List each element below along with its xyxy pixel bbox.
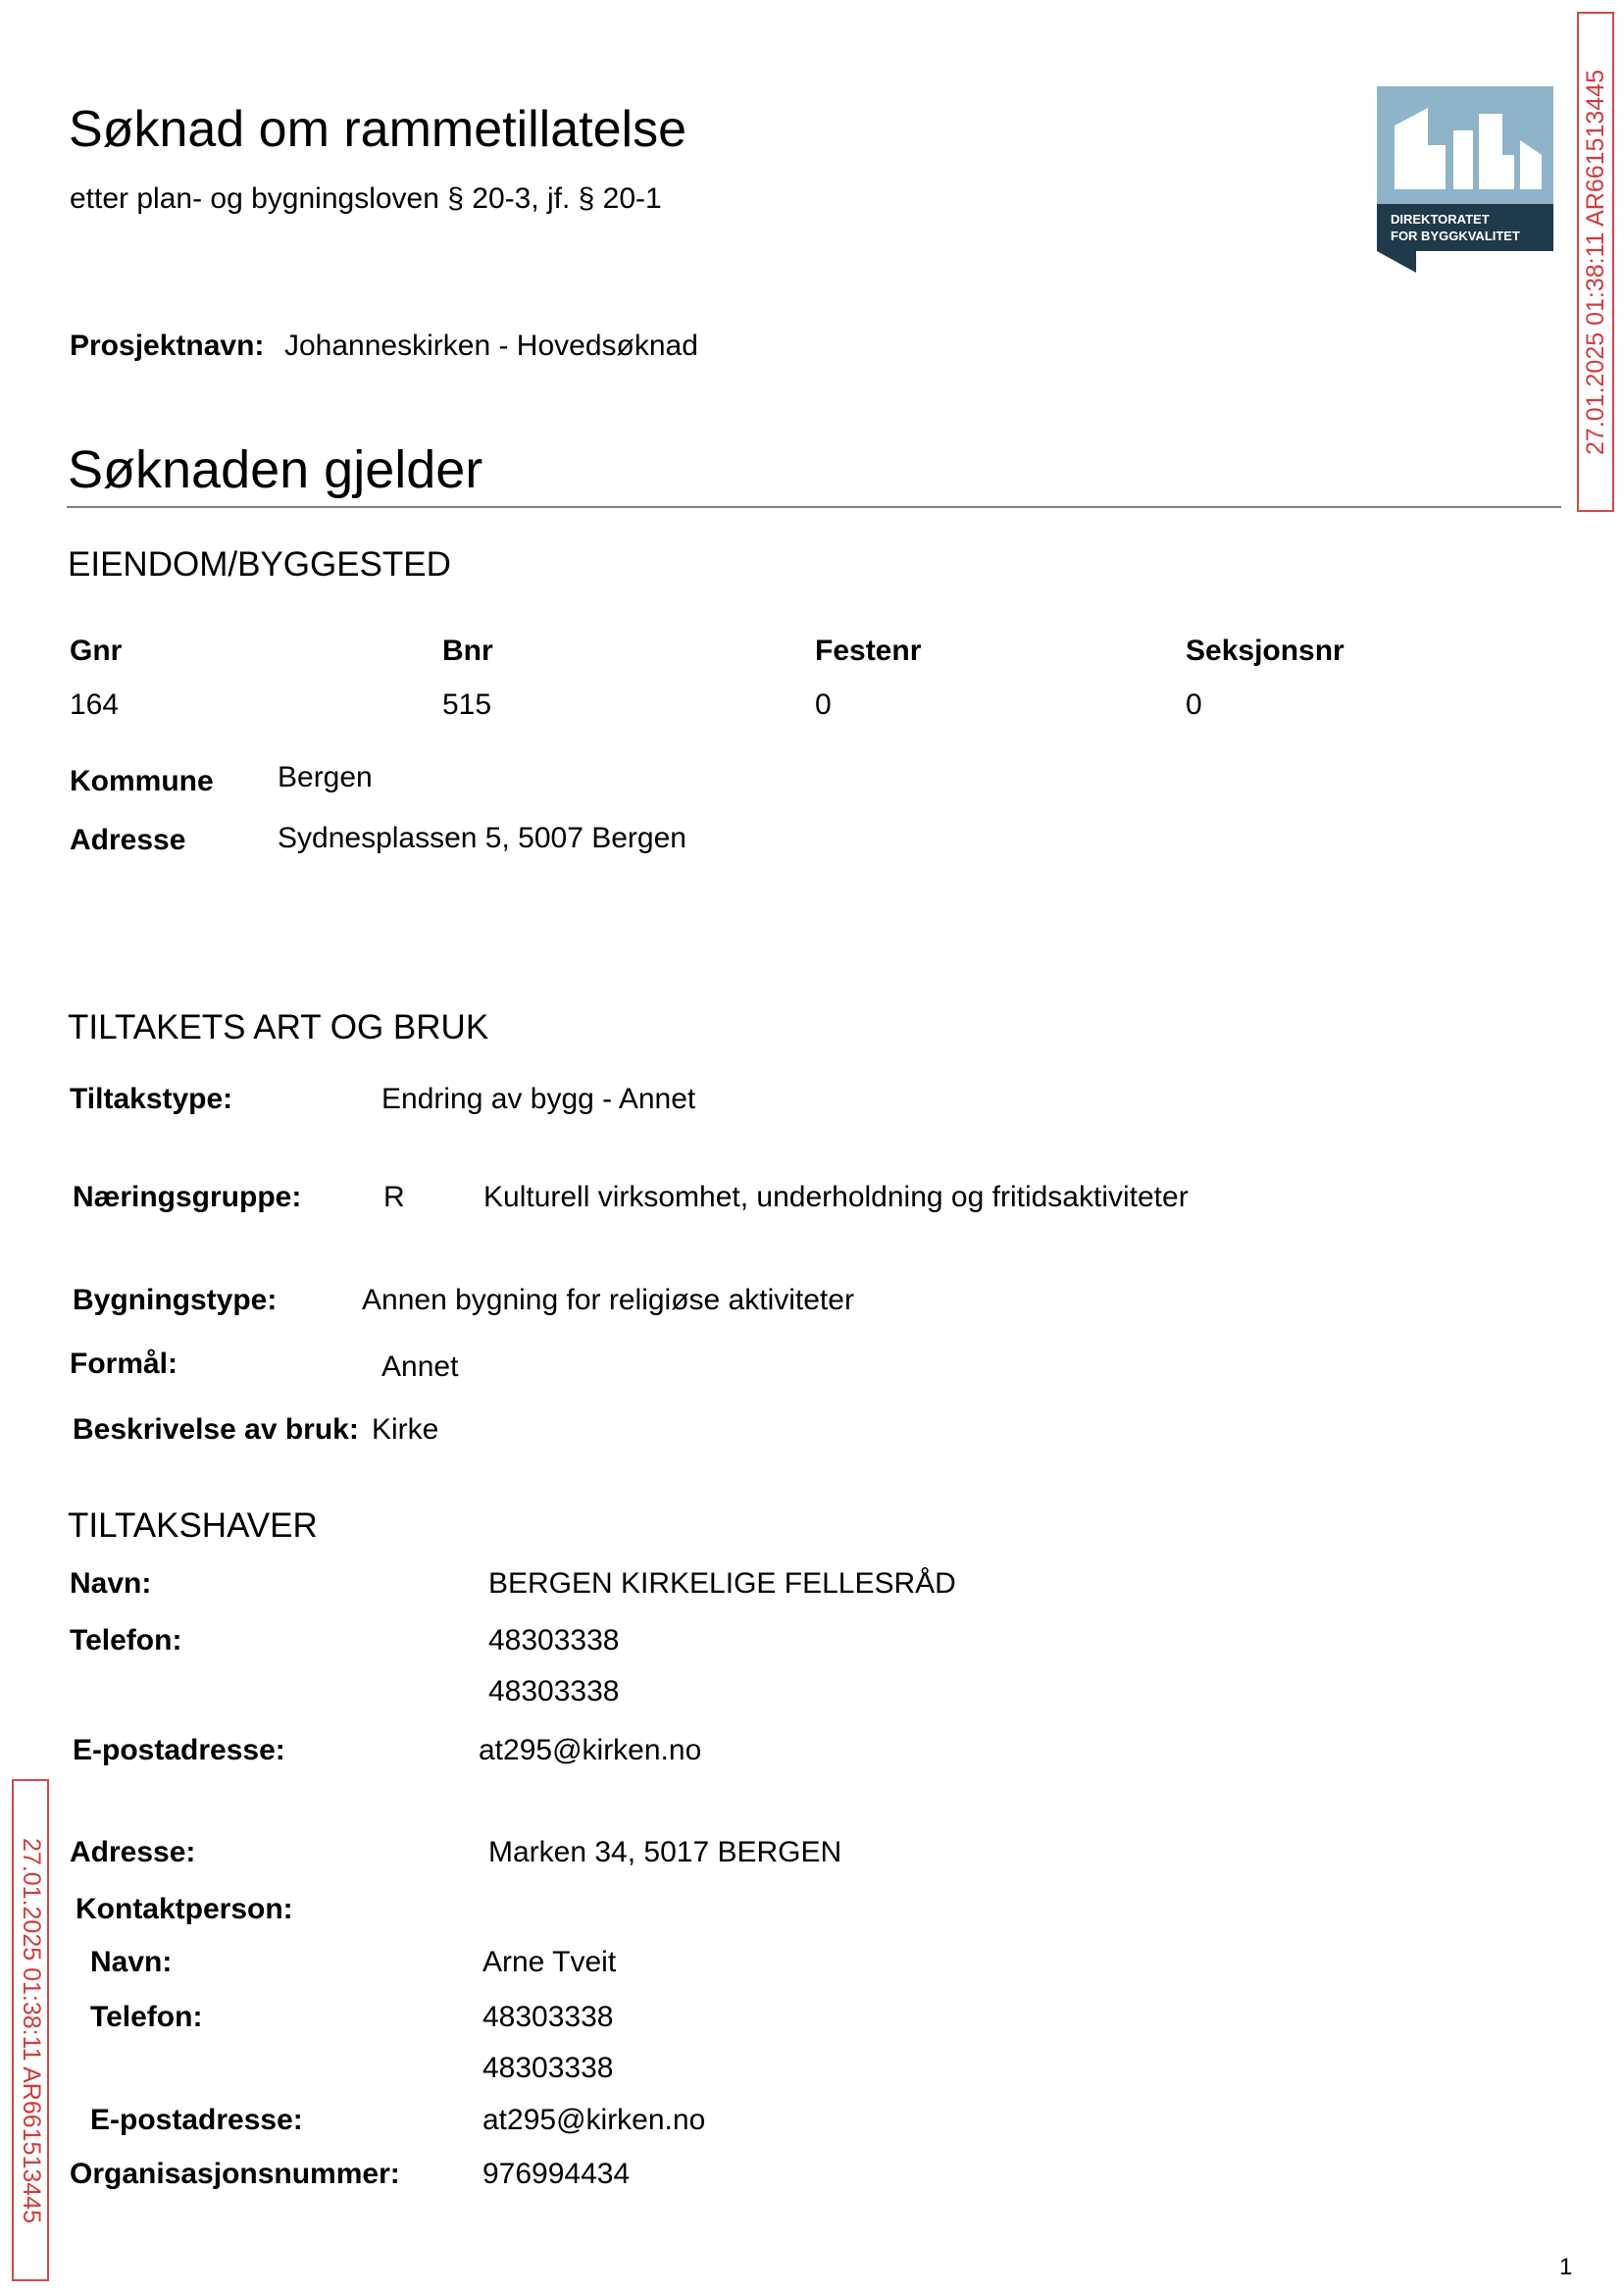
kontakt-navn-label: Navn: (90, 1946, 173, 1978)
kontakt-navn-value: Arne Tveit (482, 1946, 617, 1978)
date-stamp-right (1577, 12, 1614, 512)
naeringsgruppe-label: Næringsgruppe: (73, 1181, 302, 1213)
naeringsgruppe-value: Kulturell virksomhet, underholdning og fritidsaktiviteter (483, 1181, 1189, 1213)
bygningstype-label: Bygningstype: (73, 1284, 278, 1316)
logo-line2: FOR BYGGKVALITET (1391, 229, 1520, 243)
festenr-value: 0 (815, 688, 832, 721)
date-stamp-left-text: 27.01.2025 01:38:11 AR661513445 (17, 1837, 45, 2223)
bnr-value: 515 (442, 688, 492, 721)
tiltakshaver-adresse-label: Adresse: (70, 1836, 196, 1868)
kommune-label: Kommune (70, 765, 214, 797)
orgnr-label: Organisasjonsnummer: (70, 2158, 400, 2190)
tiltak-heading: TILTAKETS ART OG BRUK (68, 1008, 489, 1046)
dibk-logo-icon (1377, 86, 1553, 273)
tiltakshaver-telefon-label: Telefon: (70, 1624, 182, 1657)
kontakt-telefon-label: Telefon: (90, 2001, 203, 2033)
formal-value: Annet (381, 1351, 459, 1383)
seksjonsnr-label: Seksjonsnr (1186, 635, 1345, 667)
project-label: Prosjektnavn: (70, 330, 265, 362)
tiltakshaver-telefon2: 48303338 (488, 1675, 620, 1708)
formal-label: Formål: (70, 1348, 178, 1380)
adresse-label: Adresse (70, 824, 186, 856)
tiltakshaver-navn-value: BERGEN KIRKELIGE FELLESRÅD (488, 1567, 956, 1600)
section-divider (67, 506, 1561, 508)
kontakt-epost-value: at295@kirken.no (482, 2104, 706, 2136)
kontaktperson-label: Kontaktperson: (76, 1893, 293, 1925)
bruk-label: Beskrivelse av bruk: (73, 1413, 359, 1446)
tiltakstype-value: Endring av bygg - Annet (381, 1083, 696, 1115)
kontakt-epost-label: E-postadresse: (90, 2104, 303, 2136)
dibk-logo (1377, 86, 1553, 273)
orgnr-value: 976994434 (482, 2158, 631, 2190)
tiltakshaver-navn-label: Navn: (70, 1567, 152, 1600)
section-title: Søknaden gjelder (68, 440, 483, 499)
date-stamp-left (12, 1779, 49, 2281)
kommune-value: Bergen (278, 761, 373, 793)
seksjonsnr-value: 0 (1186, 688, 1202, 721)
page-subtitle: etter plan- og bygningsloven § 20-3, jf. § 20-1 (70, 182, 662, 215)
festenr-label: Festenr (815, 635, 922, 667)
bnr-label: Bnr (442, 635, 493, 667)
eiendom-heading: EIENDOM/BYGGESTED (68, 545, 451, 584)
tiltakshaver-heading: TILTAKSHAVER (68, 1506, 318, 1545)
tiltakshaver-epost-value: at295@kirken.no (479, 1734, 702, 1766)
page-title: Søknad om rammetillatelse (69, 101, 686, 158)
kontakt-telefon1: 48303338 (482, 2001, 614, 2033)
adresse-value: Sydnesplassen 5, 5007 Bergen (278, 822, 686, 854)
gnr-label: Gnr (70, 635, 123, 667)
bygningstype-value: Annen bygning for religiøse aktiviteter (362, 1284, 854, 1316)
tiltakshaver-adresse-value: Marken 34, 5017 BERGEN (488, 1836, 842, 1868)
naeringsgruppe-code: R (383, 1181, 405, 1213)
tiltakshaver-telefon1: 48303338 (488, 1624, 620, 1657)
gnr-value: 164 (70, 688, 120, 721)
tiltakstype-label: Tiltakstype: (70, 1083, 233, 1115)
date-stamp-right-text: 27.01.2025 01:38:11 AR661513445 (1581, 69, 1609, 455)
tiltakshaver-epost-label: E-postadresse: (73, 1734, 285, 1766)
kontakt-telefon2: 48303338 (482, 2052, 614, 2084)
page-number: 1 (1559, 2254, 1573, 2280)
bruk-value: Kirke (372, 1413, 439, 1446)
project-value: Johanneskirken - Hovedsøknad (284, 330, 698, 362)
logo-line1: DIREKTORATET (1391, 212, 1490, 227)
